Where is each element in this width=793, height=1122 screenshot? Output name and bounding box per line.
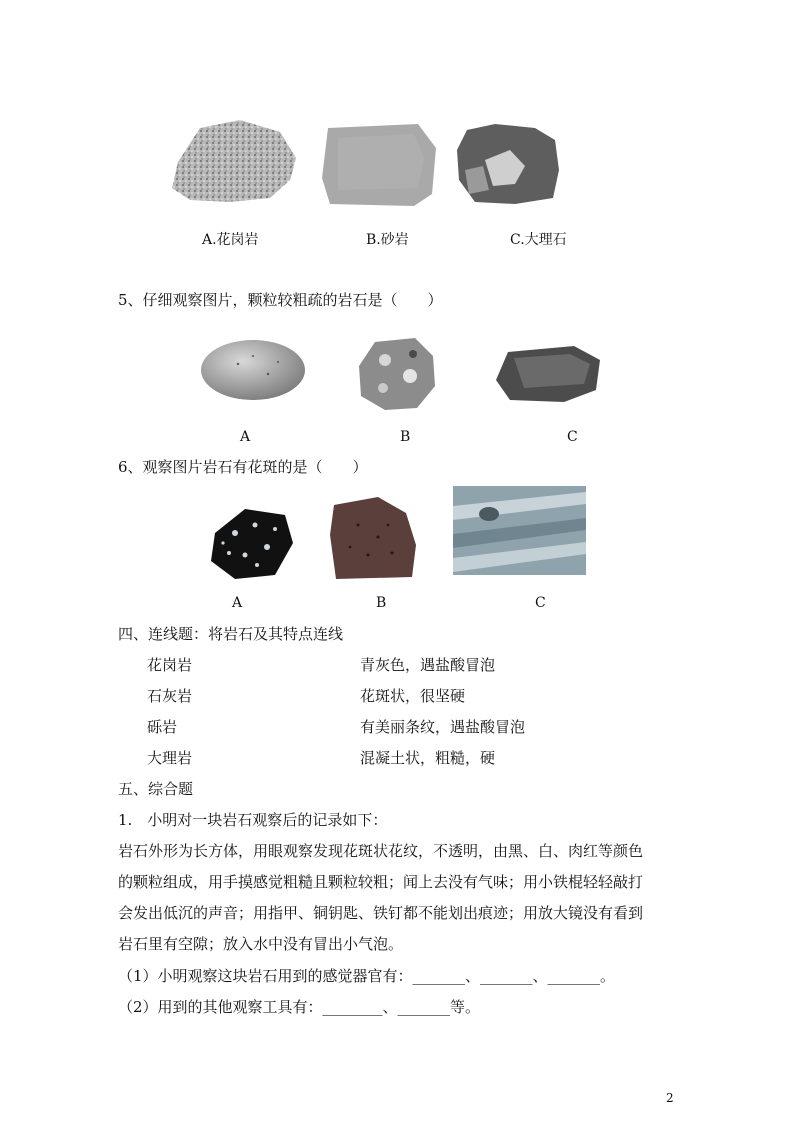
match-feature-4: 混凝土状，粗糙，硬 <box>360 749 496 767</box>
record-line-2: 的颗粒组成，用手摸感觉粗糙且颗粒较粗；闻上去没有气味；用小铁棍轻轻敲打 <box>118 873 644 891</box>
caption-sandstone: B.砂岩 <box>366 232 409 248</box>
match-rock-2: 石灰岩 <box>147 687 193 705</box>
granite-rock-image <box>170 118 298 208</box>
item-1-intro: 1. 小明对一块岩石观察后的记录如下： <box>118 811 388 829</box>
label-6b: B <box>376 595 387 611</box>
match-rock-1: 花岗岩 <box>147 656 193 674</box>
label-6a: A <box>232 595 243 611</box>
sub-question-2: （2）用到的其他观察工具有：________、_______等。 <box>118 998 481 1016</box>
record-line-1: 岩石外形为长方体，用眼观察发现花斑状花纹，不透明，由黑、白、肉红等颜色 <box>118 842 644 860</box>
sub-question-1: （1）小明观察这块岩石用到的感觉器官有：_______、_______、_______。 <box>118 967 616 985</box>
record-line-4: 岩石里有空隙；放入水中没有冒出小气泡。 <box>118 935 404 953</box>
section-4-heading: 四、连线题：将岩石及其特点连线 <box>118 625 344 643</box>
marble-rock-image <box>455 120 565 208</box>
record-line-3: 会发出低沉的声音；用指甲、铜钥匙、铁钉都不能划出痕迹；用放大镜没有看到 <box>118 904 644 922</box>
match-rock-3: 砾岩 <box>147 718 178 736</box>
section-5-heading: 五、综合题 <box>118 780 194 798</box>
label-5c: C <box>567 429 578 445</box>
label-6c: C <box>535 595 546 611</box>
label-5b: B <box>400 429 411 445</box>
match-feature-1: 青灰色，遇盐酸冒泡 <box>360 656 496 674</box>
snowflake-obsidian-image <box>205 503 295 583</box>
caption-marble: C.大理石 <box>510 232 567 248</box>
pebble-rock-image <box>198 334 308 402</box>
striped-rock-image <box>453 486 586 575</box>
label-5a: A <box>240 429 251 445</box>
porphyry-rock-image <box>328 495 418 581</box>
question-6: 6、观察图片岩石有花斑的是（ ） <box>118 458 368 476</box>
sandstone-rock-image <box>318 118 440 210</box>
match-feature-2: 花斑状，很坚硬 <box>360 687 466 705</box>
caption-granite: A.花岗岩 <box>202 232 259 248</box>
page-number: 2 <box>666 1091 674 1105</box>
dark-rock-image <box>494 344 604 404</box>
match-feature-3: 有美丽条纹，遇盐酸冒泡 <box>360 718 526 736</box>
question-5: 5、仔细观察图片，颗粒较粗疏的岩石是（ ） <box>118 291 443 309</box>
match-rock-4: 大理岩 <box>147 749 193 767</box>
conglomerate-rock-image <box>355 336 439 412</box>
